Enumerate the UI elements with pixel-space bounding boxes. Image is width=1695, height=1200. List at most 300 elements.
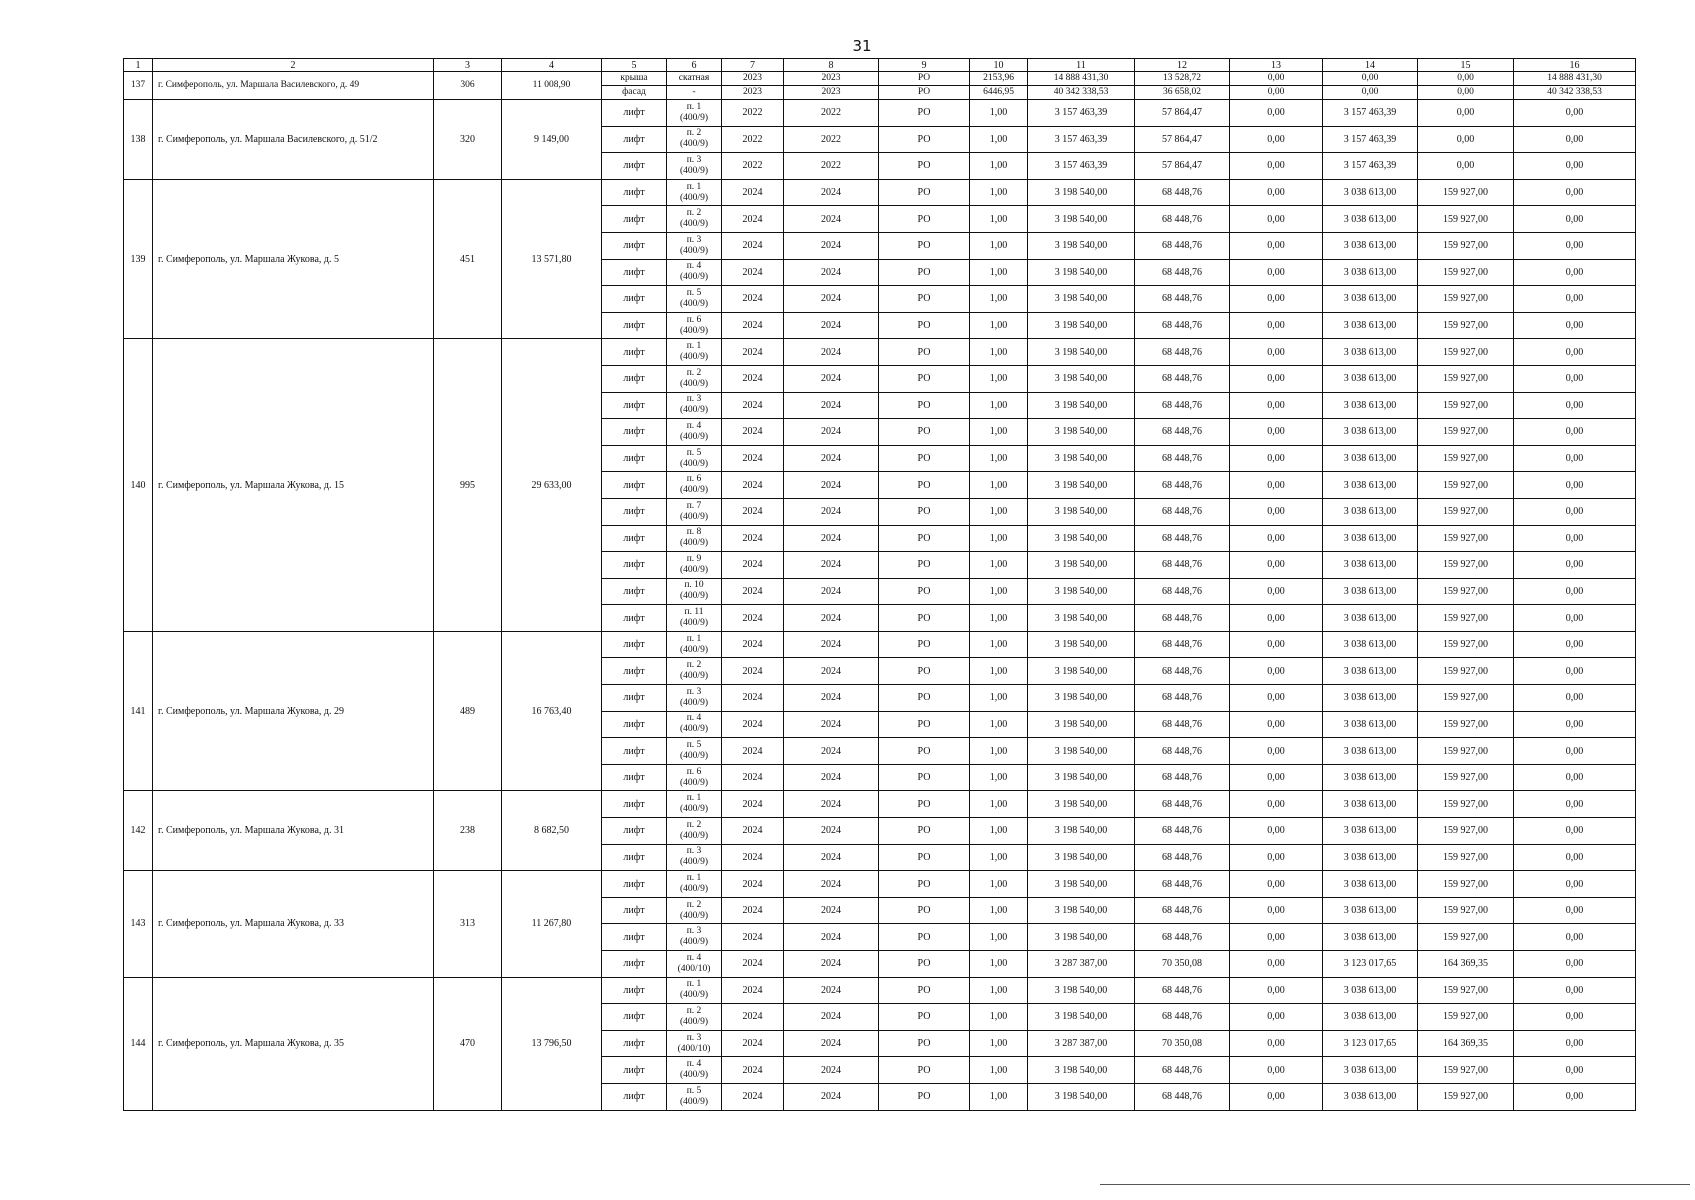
cell-col-5: лифт xyxy=(602,738,667,765)
building-area: 13 796,50 xyxy=(502,977,602,1110)
cell-col-13: 0,00 xyxy=(1230,791,1323,818)
cell-col-13: 0,00 xyxy=(1230,445,1323,472)
cell-col-13: 0,00 xyxy=(1230,339,1323,366)
cell-col-14: 3 038 613,00 xyxy=(1323,685,1418,712)
column-number-12: 12 xyxy=(1135,59,1230,72)
cell-col-12: 68 448,76 xyxy=(1135,365,1230,392)
cell-col-10: 1,00 xyxy=(970,764,1028,791)
cell-col-16: 0,00 xyxy=(1514,977,1636,1004)
cell-col-11: 3 198 540,00 xyxy=(1028,1057,1135,1084)
cell-col-7: 2024 xyxy=(722,232,784,259)
cell-col-10: 1,00 xyxy=(970,844,1028,871)
building-address: г. Симферополь, ул. Маршала Жукова, д. 31 xyxy=(153,791,434,871)
cell-col-5: лифт xyxy=(602,977,667,1004)
cell-col-6: п. 3 (400/9) xyxy=(667,844,722,871)
cell-col-13: 0,00 xyxy=(1230,179,1323,206)
cell-col-13: 0,00 xyxy=(1230,578,1323,605)
cell-col-15: 159 927,00 xyxy=(1418,312,1514,339)
column-number-1: 1 xyxy=(124,59,153,72)
cell-col-10: 1,00 xyxy=(970,871,1028,898)
cell-col-14: 3 038 613,00 xyxy=(1323,1083,1418,1110)
cell-col-5: лифт xyxy=(602,100,667,127)
row-number: 137 xyxy=(124,72,153,100)
cell-col-8: 2024 xyxy=(784,286,879,313)
cell-col-8: 2023 xyxy=(784,72,879,86)
col3-value: 489 xyxy=(434,631,502,791)
cell-col-7: 2024 xyxy=(722,445,784,472)
cell-col-5: крыша xyxy=(602,72,667,86)
cell-col-5: лифт xyxy=(602,658,667,685)
cell-col-7: 2022 xyxy=(722,126,784,153)
cell-col-8: 2024 xyxy=(784,419,879,446)
cell-col-14: 3 157 463,39 xyxy=(1323,153,1418,180)
cell-col-9: РО xyxy=(879,179,970,206)
cell-col-8: 2024 xyxy=(784,312,879,339)
cell-col-8: 2024 xyxy=(784,897,879,924)
cell-col-12: 68 448,76 xyxy=(1135,179,1230,206)
cell-col-6: п. 1 (400/9) xyxy=(667,631,722,658)
cell-col-8: 2024 xyxy=(784,738,879,765)
cell-col-14: 3 038 613,00 xyxy=(1323,977,1418,1004)
table-row xyxy=(124,72,1636,86)
cell-col-11: 3 198 540,00 xyxy=(1028,1083,1135,1110)
cell-col-13: 0,00 xyxy=(1230,472,1323,499)
cell-col-11: 3 198 540,00 xyxy=(1028,631,1135,658)
cell-col-13: 0,00 xyxy=(1230,818,1323,845)
cell-col-11: 3 198 540,00 xyxy=(1028,924,1135,951)
cell-col-13: 0,00 xyxy=(1230,738,1323,765)
cell-col-15: 159 927,00 xyxy=(1418,924,1514,951)
cell-col-7: 2024 xyxy=(722,498,784,525)
cell-col-15: 159 927,00 xyxy=(1418,392,1514,419)
cell-col-15: 159 927,00 xyxy=(1418,818,1514,845)
column-number-16: 16 xyxy=(1514,59,1636,72)
cell-col-11: 3 198 540,00 xyxy=(1028,179,1135,206)
cell-col-8: 2024 xyxy=(784,1057,879,1084)
cell-col-15: 164 369,35 xyxy=(1418,1030,1514,1057)
cell-col-8: 2024 xyxy=(784,206,879,233)
table-row xyxy=(124,100,1636,127)
cell-col-16: 0,00 xyxy=(1514,179,1636,206)
cell-col-13: 0,00 xyxy=(1230,392,1323,419)
cell-col-9: РО xyxy=(879,791,970,818)
cell-col-5: лифт xyxy=(602,818,667,845)
cell-col-7: 2024 xyxy=(722,1004,784,1031)
cell-col-13: 0,00 xyxy=(1230,711,1323,738)
cell-col-15: 159 927,00 xyxy=(1418,498,1514,525)
cell-col-11: 3 198 540,00 xyxy=(1028,658,1135,685)
cell-col-15: 159 927,00 xyxy=(1418,419,1514,446)
cell-col-15: 159 927,00 xyxy=(1418,764,1514,791)
cell-col-15: 0,00 xyxy=(1418,72,1514,86)
cell-col-14: 3 038 613,00 xyxy=(1323,631,1418,658)
cell-col-16: 0,00 xyxy=(1514,419,1636,446)
cell-col-7: 2024 xyxy=(722,312,784,339)
cell-col-10: 1,00 xyxy=(970,818,1028,845)
cell-col-9: РО xyxy=(879,498,970,525)
cell-col-10: 1,00 xyxy=(970,365,1028,392)
cell-col-12: 57 864,47 xyxy=(1135,100,1230,127)
cell-col-16: 0,00 xyxy=(1514,552,1636,579)
cell-col-16: 0,00 xyxy=(1514,445,1636,472)
cell-col-11: 3 198 540,00 xyxy=(1028,738,1135,765)
cell-col-12: 68 448,76 xyxy=(1135,578,1230,605)
cell-col-16: 0,00 xyxy=(1514,791,1636,818)
column-number-8: 8 xyxy=(784,59,879,72)
cell-col-7: 2024 xyxy=(722,552,784,579)
cell-col-6: п. 11 (400/9) xyxy=(667,605,722,632)
cell-col-6: п. 1 (400/9) xyxy=(667,339,722,366)
cell-col-12: 68 448,76 xyxy=(1135,605,1230,632)
cell-col-11: 3 198 540,00 xyxy=(1028,685,1135,712)
cell-col-16: 0,00 xyxy=(1514,339,1636,366)
cell-col-10: 2153,96 xyxy=(970,72,1028,86)
cell-col-11: 3 198 540,00 xyxy=(1028,1004,1135,1031)
cell-col-8: 2024 xyxy=(784,365,879,392)
cell-col-6: п. 1 (400/9) xyxy=(667,100,722,127)
cell-col-15: 0,00 xyxy=(1418,153,1514,180)
cell-col-8: 2024 xyxy=(784,685,879,712)
cell-col-11: 3 157 463,39 xyxy=(1028,100,1135,127)
cell-col-14: 3 038 613,00 xyxy=(1323,924,1418,951)
cell-col-12: 68 448,76 xyxy=(1135,1004,1230,1031)
cell-col-8: 2024 xyxy=(784,791,879,818)
cell-col-9: РО xyxy=(879,1057,970,1084)
cell-col-15: 159 927,00 xyxy=(1418,259,1514,286)
cell-col-9: РО xyxy=(879,100,970,127)
cell-col-9: РО xyxy=(879,738,970,765)
cell-col-16: 0,00 xyxy=(1514,1057,1636,1084)
cell-col-8: 2024 xyxy=(784,179,879,206)
cell-col-5: лифт xyxy=(602,578,667,605)
cell-col-12: 68 448,76 xyxy=(1135,924,1230,951)
cell-col-11: 3 198 540,00 xyxy=(1028,472,1135,499)
cell-col-8: 2024 xyxy=(784,1030,879,1057)
cell-col-10: 1,00 xyxy=(970,472,1028,499)
cell-col-16: 0,00 xyxy=(1514,365,1636,392)
cell-col-5: лифт xyxy=(602,525,667,552)
cell-col-5: лифт xyxy=(602,791,667,818)
cell-col-6: п. 5 (400/9) xyxy=(667,445,722,472)
cell-col-10: 1,00 xyxy=(970,897,1028,924)
row-number: 142 xyxy=(124,791,153,871)
cell-col-11: 3 198 540,00 xyxy=(1028,871,1135,898)
cell-col-5: лифт xyxy=(602,1030,667,1057)
cell-col-5: лифт xyxy=(602,365,667,392)
cell-col-16: 0,00 xyxy=(1514,924,1636,951)
cell-col-13: 0,00 xyxy=(1230,977,1323,1004)
cell-col-6: п. 1 (400/9) xyxy=(667,871,722,898)
cell-col-16: 0,00 xyxy=(1514,578,1636,605)
building-address: г. Симферополь, ул. Маршала Василевского, д. 51/2 xyxy=(153,100,434,180)
cell-col-7: 2024 xyxy=(722,658,784,685)
cell-col-13: 0,00 xyxy=(1230,153,1323,180)
cell-col-16: 0,00 xyxy=(1514,498,1636,525)
cell-col-12: 68 448,76 xyxy=(1135,232,1230,259)
cell-col-16: 0,00 xyxy=(1514,392,1636,419)
cell-col-6: п. 4 (400/9) xyxy=(667,419,722,446)
cell-col-8: 2024 xyxy=(784,1004,879,1031)
cell-col-14: 3 038 613,00 xyxy=(1323,818,1418,845)
cell-col-11: 3 198 540,00 xyxy=(1028,977,1135,1004)
cell-col-5: лифт xyxy=(602,1083,667,1110)
building-area: 9 149,00 xyxy=(502,100,602,180)
cell-col-6: п. 6 (400/9) xyxy=(667,312,722,339)
building-area: 11 267,80 xyxy=(502,871,602,977)
cell-col-7: 2024 xyxy=(722,286,784,313)
column-number-3: 3 xyxy=(434,59,502,72)
cell-col-8: 2024 xyxy=(784,259,879,286)
cell-col-8: 2024 xyxy=(784,525,879,552)
cell-col-14: 3 038 613,00 xyxy=(1323,1057,1418,1084)
cell-col-7: 2024 xyxy=(722,605,784,632)
cell-col-15: 159 927,00 xyxy=(1418,658,1514,685)
cell-col-14: 3 157 463,39 xyxy=(1323,100,1418,127)
row-number: 140 xyxy=(124,339,153,632)
cell-col-7: 2024 xyxy=(722,339,784,366)
header-row xyxy=(124,59,1636,72)
cell-col-11: 3 198 540,00 xyxy=(1028,605,1135,632)
cell-col-12: 68 448,76 xyxy=(1135,631,1230,658)
cell-col-9: РО xyxy=(879,631,970,658)
cell-col-5: лифт xyxy=(602,871,667,898)
cell-col-12: 68 448,76 xyxy=(1135,552,1230,579)
cell-col-9: РО xyxy=(879,844,970,871)
cell-col-13: 0,00 xyxy=(1230,100,1323,127)
cell-col-16: 0,00 xyxy=(1514,286,1636,313)
cell-col-7: 2024 xyxy=(722,578,784,605)
cell-col-8: 2024 xyxy=(784,924,879,951)
cell-col-12: 68 448,76 xyxy=(1135,685,1230,712)
cell-col-11: 3 198 540,00 xyxy=(1028,365,1135,392)
cell-col-15: 159 927,00 xyxy=(1418,1083,1514,1110)
column-number-4: 4 xyxy=(502,59,602,72)
cell-col-5: фасад xyxy=(602,86,667,100)
cell-col-16: 0,00 xyxy=(1514,897,1636,924)
cell-col-16: 0,00 xyxy=(1514,871,1636,898)
table-row xyxy=(124,339,1636,366)
cell-col-11: 14 888 431,30 xyxy=(1028,72,1135,86)
cell-col-15: 159 927,00 xyxy=(1418,871,1514,898)
cell-col-12: 68 448,76 xyxy=(1135,658,1230,685)
cell-col-13: 0,00 xyxy=(1230,72,1323,86)
column-number-9: 9 xyxy=(879,59,970,72)
cell-col-16: 0,00 xyxy=(1514,1004,1636,1031)
cell-col-14: 3 038 613,00 xyxy=(1323,286,1418,313)
cell-col-9: РО xyxy=(879,232,970,259)
cell-col-9: РО xyxy=(879,312,970,339)
cell-col-16: 0,00 xyxy=(1514,126,1636,153)
cell-col-16: 0,00 xyxy=(1514,153,1636,180)
cell-col-9: РО xyxy=(879,259,970,286)
cell-col-5: лифт xyxy=(602,631,667,658)
cell-col-12: 68 448,76 xyxy=(1135,711,1230,738)
cell-col-13: 0,00 xyxy=(1230,1057,1323,1084)
cell-col-7: 2024 xyxy=(722,977,784,1004)
cell-col-10: 1,00 xyxy=(970,605,1028,632)
row-number: 141 xyxy=(124,631,153,791)
cell-col-16: 0,00 xyxy=(1514,232,1636,259)
cell-col-5: лифт xyxy=(602,286,667,313)
cell-col-14: 3 038 613,00 xyxy=(1323,339,1418,366)
cell-col-12: 68 448,76 xyxy=(1135,259,1230,286)
cell-col-12: 57 864,47 xyxy=(1135,153,1230,180)
cell-col-10: 1,00 xyxy=(970,339,1028,366)
cell-col-12: 70 350,08 xyxy=(1135,1030,1230,1057)
cell-col-16: 0,00 xyxy=(1514,818,1636,845)
cell-col-9: РО xyxy=(879,419,970,446)
cell-col-7: 2024 xyxy=(722,259,784,286)
cell-col-6: п. 6 (400/9) xyxy=(667,764,722,791)
cell-col-8: 2024 xyxy=(784,445,879,472)
cell-col-12: 68 448,76 xyxy=(1135,312,1230,339)
cell-col-6: п. 2 (400/9) xyxy=(667,818,722,845)
cell-col-5: лифт xyxy=(602,392,667,419)
column-number-2: 2 xyxy=(153,59,434,72)
cell-col-15: 159 927,00 xyxy=(1418,286,1514,313)
cell-col-15: 159 927,00 xyxy=(1418,578,1514,605)
building-address: г. Симферополь, ул. Маршала Жукова, д. 35 xyxy=(153,977,434,1110)
cell-col-7: 2024 xyxy=(722,179,784,206)
cell-col-14: 0,00 xyxy=(1323,72,1418,86)
cell-col-13: 0,00 xyxy=(1230,924,1323,951)
cell-col-11: 3 198 540,00 xyxy=(1028,711,1135,738)
cell-col-14: 3 038 613,00 xyxy=(1323,525,1418,552)
cell-col-13: 0,00 xyxy=(1230,658,1323,685)
column-number-10: 10 xyxy=(970,59,1028,72)
cell-col-8: 2022 xyxy=(784,100,879,127)
cell-col-10: 1,00 xyxy=(970,578,1028,605)
cell-col-6: п. 2 (400/9) xyxy=(667,658,722,685)
cell-col-14: 3 038 613,00 xyxy=(1323,897,1418,924)
cell-col-9: РО xyxy=(879,764,970,791)
cell-col-6: п. 2 (400/9) xyxy=(667,206,722,233)
cell-col-14: 3 038 613,00 xyxy=(1323,1004,1418,1031)
cell-col-6: п. 4 (400/9) xyxy=(667,1057,722,1084)
cell-col-12: 68 448,76 xyxy=(1135,206,1230,233)
cell-col-12: 68 448,76 xyxy=(1135,738,1230,765)
cell-col-6: п. 3 (400/9) xyxy=(667,153,722,180)
cell-col-13: 0,00 xyxy=(1230,286,1323,313)
cell-col-7: 2024 xyxy=(722,951,784,978)
cell-col-12: 36 658,02 xyxy=(1135,86,1230,100)
cell-col-8: 2024 xyxy=(784,658,879,685)
column-number-15: 15 xyxy=(1418,59,1514,72)
cell-col-13: 0,00 xyxy=(1230,419,1323,446)
cell-col-5: лифт xyxy=(602,844,667,871)
col3-value: 470 xyxy=(434,977,502,1110)
cell-col-8: 2024 xyxy=(784,392,879,419)
cell-col-16: 0,00 xyxy=(1514,1083,1636,1110)
cell-col-12: 68 448,76 xyxy=(1135,445,1230,472)
column-number-5: 5 xyxy=(602,59,667,72)
cell-col-7: 2024 xyxy=(722,924,784,951)
cell-col-9: РО xyxy=(879,206,970,233)
cell-col-16: 40 342 338,53 xyxy=(1514,86,1636,100)
cell-col-10: 1,00 xyxy=(970,1004,1028,1031)
cell-col-15: 159 927,00 xyxy=(1418,472,1514,499)
cell-col-9: РО xyxy=(879,472,970,499)
bottom-rule xyxy=(1100,1184,1690,1185)
cell-col-16: 0,00 xyxy=(1514,844,1636,871)
cell-col-16: 0,00 xyxy=(1514,605,1636,632)
cell-col-13: 0,00 xyxy=(1230,631,1323,658)
cell-col-14: 3 038 613,00 xyxy=(1323,738,1418,765)
cell-col-14: 3 038 613,00 xyxy=(1323,498,1418,525)
cell-col-8: 2024 xyxy=(784,818,879,845)
cell-col-7: 2024 xyxy=(722,206,784,233)
cell-col-8: 2024 xyxy=(784,631,879,658)
cell-col-13: 0,00 xyxy=(1230,871,1323,898)
cell-col-10: 1,00 xyxy=(970,977,1028,1004)
row-number: 139 xyxy=(124,179,153,339)
cell-col-11: 3 198 540,00 xyxy=(1028,498,1135,525)
cell-col-6: п. 4 (400/9) xyxy=(667,259,722,286)
cell-col-7: 2024 xyxy=(722,472,784,499)
cell-col-6: п. 1 (400/9) xyxy=(667,977,722,1004)
cell-col-5: лифт xyxy=(602,711,667,738)
cell-col-5: лифт xyxy=(602,605,667,632)
cell-col-8: 2023 xyxy=(784,86,879,100)
cell-col-5: лифт xyxy=(602,897,667,924)
cell-col-11: 3 198 540,00 xyxy=(1028,232,1135,259)
cell-col-8: 2024 xyxy=(784,844,879,871)
cell-col-6: п. 3 (400/10) xyxy=(667,1030,722,1057)
cell-col-15: 159 927,00 xyxy=(1418,711,1514,738)
cell-col-6: п. 1 (400/9) xyxy=(667,179,722,206)
cell-col-10: 1,00 xyxy=(970,419,1028,446)
cell-col-7: 2024 xyxy=(722,1030,784,1057)
cell-col-9: РО xyxy=(879,525,970,552)
cell-col-9: РО xyxy=(879,1083,970,1110)
cell-col-7: 2024 xyxy=(722,711,784,738)
cell-col-12: 68 448,76 xyxy=(1135,1057,1230,1084)
cell-col-12: 13 528,72 xyxy=(1135,72,1230,86)
cell-col-15: 159 927,00 xyxy=(1418,1057,1514,1084)
cell-col-5: лифт xyxy=(602,552,667,579)
cell-col-8: 2022 xyxy=(784,126,879,153)
cell-col-5: лифт xyxy=(602,312,667,339)
cell-col-7: 2023 xyxy=(722,86,784,100)
cell-col-9: РО xyxy=(879,365,970,392)
cell-col-14: 3 038 613,00 xyxy=(1323,711,1418,738)
cell-col-11: 3 198 540,00 xyxy=(1028,259,1135,286)
cell-col-13: 0,00 xyxy=(1230,498,1323,525)
cell-col-11: 3 198 540,00 xyxy=(1028,552,1135,579)
cell-col-11: 3 198 540,00 xyxy=(1028,312,1135,339)
cell-col-15: 159 927,00 xyxy=(1418,445,1514,472)
cell-col-9: РО xyxy=(879,977,970,1004)
cell-col-11: 3 198 540,00 xyxy=(1028,206,1135,233)
cell-col-15: 159 927,00 xyxy=(1418,552,1514,579)
cell-col-11: 3 198 540,00 xyxy=(1028,791,1135,818)
cell-col-12: 68 448,76 xyxy=(1135,897,1230,924)
col3-value: 320 xyxy=(434,100,502,180)
cell-col-15: 159 927,00 xyxy=(1418,738,1514,765)
cell-col-10: 1,00 xyxy=(970,232,1028,259)
cell-col-14: 3 038 613,00 xyxy=(1323,605,1418,632)
cell-col-6: п. 5 (400/9) xyxy=(667,286,722,313)
cell-col-9: РО xyxy=(879,711,970,738)
column-number-13: 13 xyxy=(1230,59,1323,72)
cell-col-9: РО xyxy=(879,72,970,86)
cell-col-10: 1,00 xyxy=(970,179,1028,206)
cell-col-8: 2024 xyxy=(784,711,879,738)
cell-col-8: 2024 xyxy=(784,472,879,499)
cell-col-7: 2024 xyxy=(722,871,784,898)
cell-col-14: 3 038 613,00 xyxy=(1323,312,1418,339)
cell-col-14: 3 038 613,00 xyxy=(1323,844,1418,871)
